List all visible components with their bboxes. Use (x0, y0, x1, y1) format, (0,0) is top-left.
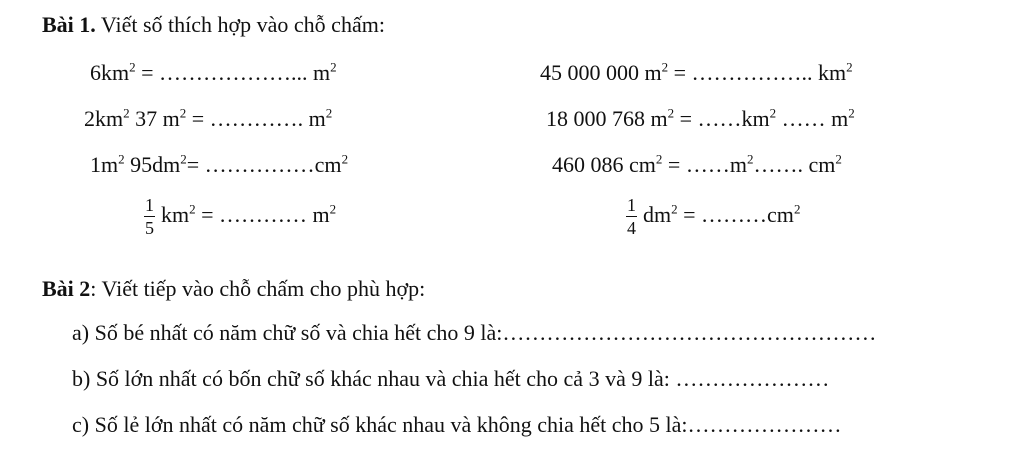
exponent: 2 (848, 105, 855, 121)
answer-blank: ……………cm (204, 152, 342, 177)
exponent: 2 (118, 151, 125, 167)
expr-part: 6km (90, 60, 130, 85)
answer-blank: ……km (697, 106, 770, 131)
exercise-1-title (42, 14, 385, 36)
denominator: 4 (627, 217, 636, 238)
exponent: 2 (180, 151, 187, 167)
ex1-left-row1 (90, 59, 337, 85)
exponent: 2 (179, 105, 187, 121)
expr-part: 18 000 768 m (546, 106, 668, 131)
answer-blank: …………….. km (691, 60, 847, 85)
expr-part: = (135, 60, 160, 85)
denominator: 5 (145, 217, 154, 238)
numerator: 1 (627, 195, 636, 215)
exponent: 2 (129, 59, 136, 75)
expr-part: = (195, 201, 220, 227)
exponent: 2 (661, 59, 669, 75)
exponent: 2 (330, 59, 337, 75)
answer-blank: …………. m (209, 106, 326, 131)
exercise-2-item-c: c) Số lẻ lớn nhất có năm chữ số khác nhau và không chia hết cho 5 là:………………… (72, 412, 842, 437)
answer-blank: ………cm (701, 201, 794, 227)
expr-part: 1m (90, 152, 119, 177)
numerator: 1 (145, 195, 154, 215)
exercise-2-item-b: b) Số lớn nhất có bốn chữ số khác nhau và chia hết cho cả 3 và 9 là: ………………… (72, 366, 830, 391)
expr-part: = (677, 201, 702, 227)
expr-part: = (668, 60, 692, 85)
expr-part: 460 086 cm (552, 152, 656, 177)
expr-part: 2km (84, 106, 124, 131)
expr-part: = (186, 106, 210, 131)
expr-part: 37 m (135, 106, 180, 131)
exercise-2-title (42, 278, 425, 300)
expr-part: km (161, 201, 190, 227)
exponent: 2 (793, 201, 801, 217)
expr-part: dm (643, 201, 672, 227)
expr-part: 95dm (130, 152, 181, 177)
exponent: 2 (667, 105, 675, 121)
answer-blank: ………… m (219, 201, 330, 227)
exponent: 2 (846, 59, 853, 75)
exponent: 2 (341, 151, 349, 167)
exercise-1-instruction: Viết số thích hợp vào chỗ chấm: (100, 12, 385, 37)
expr-part: = (186, 152, 205, 177)
exponent: 2 (746, 151, 754, 167)
ex1-right-row2 (546, 105, 855, 131)
answer-blank: ………………... m (159, 60, 331, 85)
answer-blank: …… m (776, 106, 849, 131)
exponent: 2 (123, 105, 130, 121)
ex1-right-row3 (552, 151, 842, 177)
ex1-right-row4 (626, 196, 800, 238)
fraction (626, 196, 637, 238)
fraction (144, 196, 155, 238)
answer-blank: ……m (685, 152, 747, 177)
expr-part: = (662, 152, 686, 177)
exercise-2-instruction: : Viết tiếp vào chỗ chấm cho phù hợp: (90, 276, 426, 301)
expr-part: = (674, 106, 698, 131)
exponent: 2 (189, 201, 196, 217)
exponent: 2 (835, 151, 842, 167)
exponent: 2 (769, 105, 777, 121)
ex1-left-row3 (90, 151, 349, 177)
ex1-left-row2 (84, 105, 333, 131)
exponent: 2 (325, 105, 333, 121)
exponent: 2 (655, 151, 663, 167)
ex1-left-row4 (144, 196, 336, 238)
exercise-2-item-a: a) Số bé nhất có năm chữ số và chia hết cho 9 là:…………………………………………… (72, 320, 877, 345)
exponent: 2 (329, 201, 337, 217)
ex1-right-row1 (540, 59, 853, 85)
exercise-1-label: Bài 1. (42, 12, 96, 37)
exercise-2-label: Bài 2 (42, 276, 91, 301)
expr-part: 45 000 000 m (540, 60, 662, 85)
exponent: 2 (671, 201, 678, 217)
answer-blank: ……. cm (753, 152, 836, 177)
